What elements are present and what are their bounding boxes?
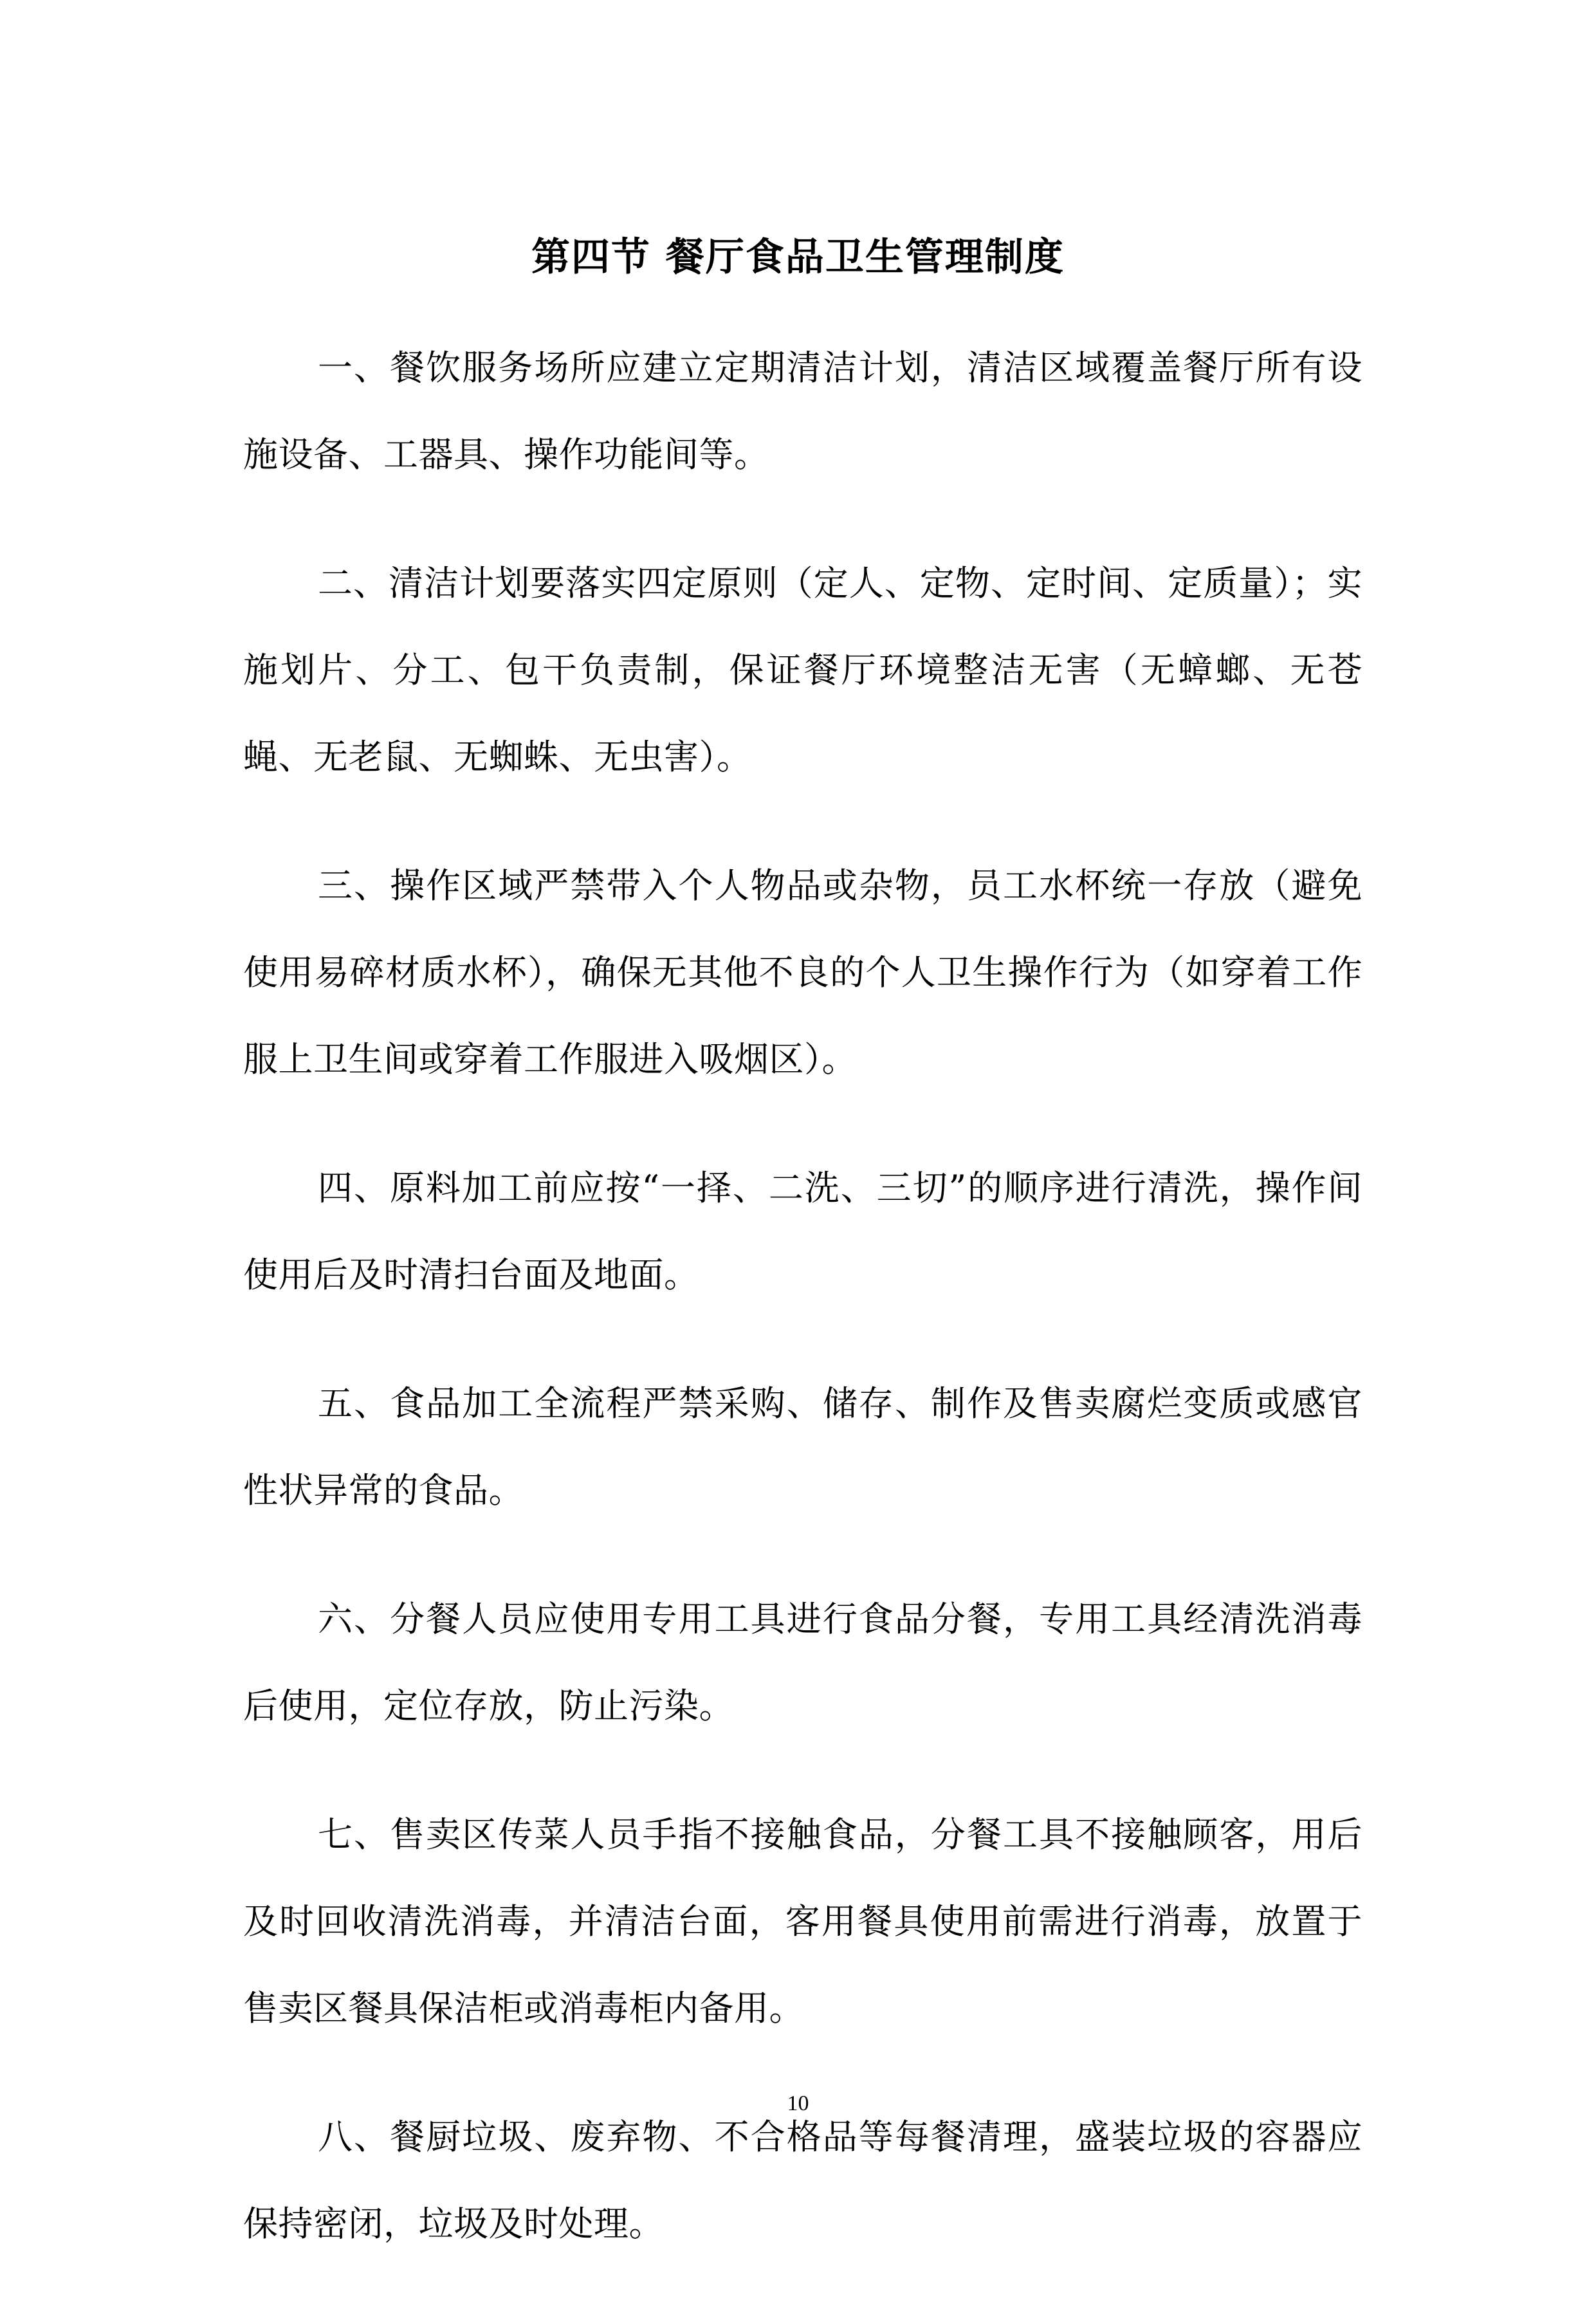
paragraph-2: 二、清洁计划要落实四定原则（定人、定物、定时间、定质量）；实施划片、分工、包干负责制，保证餐厅环境整洁无害（无蟑螂、无苍蝇、无老鼠、无蜘蛛、无虫害）。 bbox=[243, 563, 1362, 777]
paragraph-3: 三、操作区域严禁带入个人物品或杂物，员工水杯统一存放（避免使用易碎材质水杯），确保无其他不良的个人卫生操作行为（如穿着工作服上卫生间或穿着工作服进入吸烟区）。 bbox=[243, 865, 1362, 1080]
page-number: 10 bbox=[787, 2092, 809, 2115]
paragraph-6: 六、分餐人员应使用专用工具进行食品分餐，专用工具经清洗消毒后使用，定位存放，防止污染。 bbox=[243, 1599, 1362, 1726]
paragraph-4: 四、原料加工前应按“一择、二洗、三切”的顺序进行清洗，操作间使用后及时清扫台面及地面。 bbox=[243, 1168, 1362, 1295]
paragraph-8: 八、餐厨垃圾、废弃物、不合格品等每餐清理，盛装垃圾的容器应保持密闭，垃圾及时处理。 bbox=[243, 2117, 1362, 2244]
paragraph-1: 一、餐饮服务场所应建立定期清洁计划，清洁区域覆盖餐厅所有设施设备、工器具、操作功能间等。 bbox=[243, 347, 1362, 475]
section-title: 第四节 餐厅食品卫生管理制度 bbox=[531, 235, 1065, 280]
paragraph-5: 五、食品加工全流程严禁采购、储存、制作及售卖腐烂变质或感官性状异常的食品。 bbox=[243, 1383, 1362, 1511]
document-body bbox=[243, 324, 1362, 2309]
paragraph-7: 七、售卖区传菜人员手指不接触食品，分餐工具不接触顾客，用后及时回收清洗消毒，并清洁台面，客用餐具使用前需进行消毒，放置于售卖区餐具保洁柜或消毒柜内备用。 bbox=[243, 1814, 1362, 2028]
